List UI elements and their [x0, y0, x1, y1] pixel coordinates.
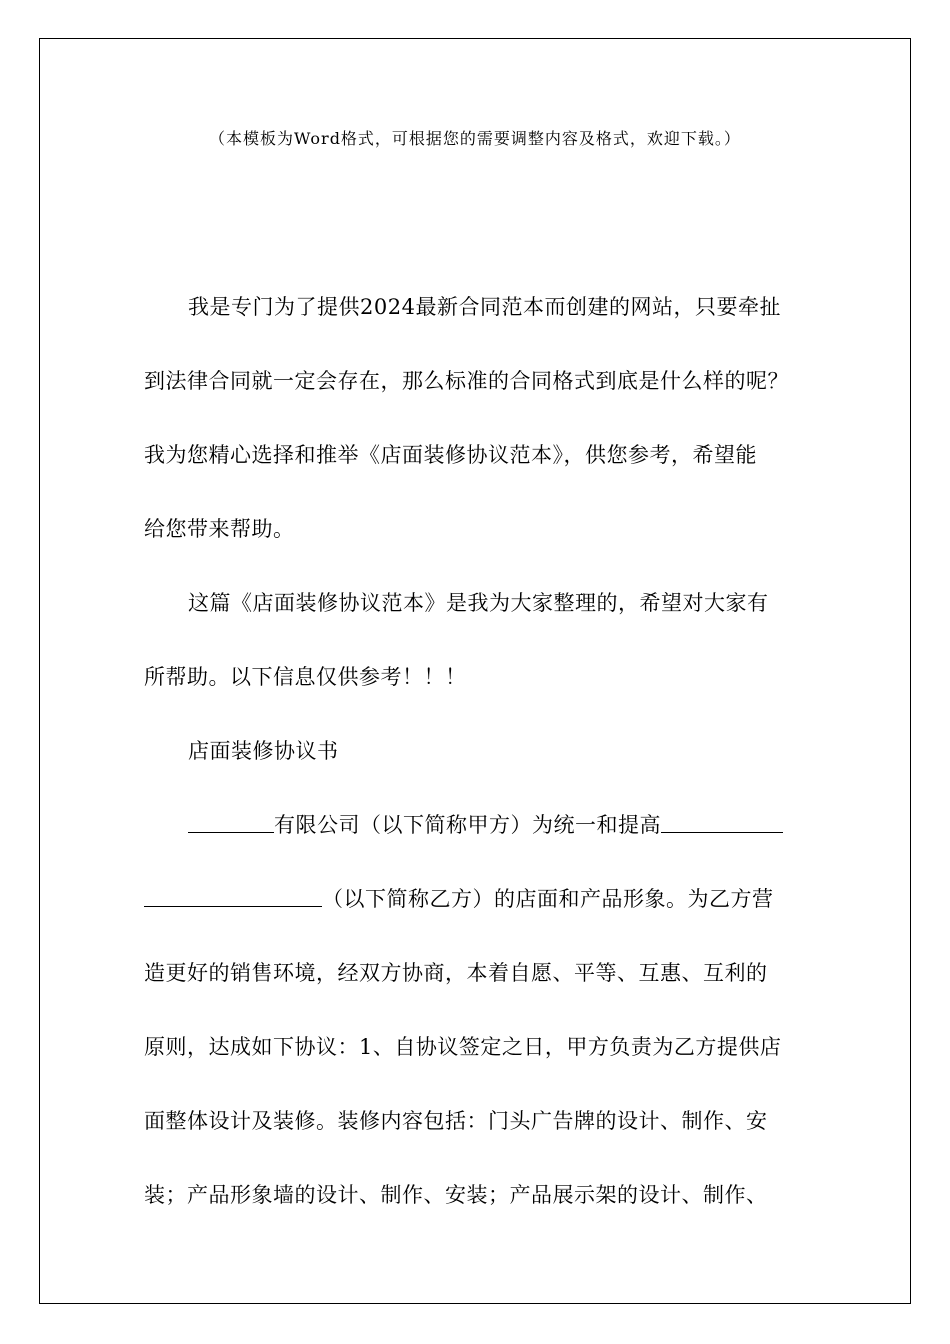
- paragraph-line: 我是专门为了提供2024最新合同范本而创建的网站，只要牵扯: [188, 295, 781, 319]
- paragraph-line: 面整体设计及装修。装修内容包括：门头广告牌的设计、制作、安: [144, 1109, 768, 1133]
- agreement-title: 店面装修协议书: [188, 739, 339, 763]
- paragraph-line: 原则，达成如下协议：1、自协议签定之日，甲方负责为乙方提供店: [144, 1035, 782, 1059]
- paragraph-text: 有限公司（以下简称甲方）为统一和提高: [274, 813, 661, 837]
- blank-underline: [661, 812, 783, 833]
- blank-underline: [188, 812, 274, 833]
- paragraph-line: 我为您精心选择和推举《店面装修协议范本》，供您参考，希望能: [144, 443, 757, 467]
- paragraph-line: 造更好的销售环境，经双方协商，本着自愿、平等、互惠、互利的: [144, 961, 768, 985]
- blank-underline: [144, 886, 322, 907]
- paragraph-line: 这篇《店面装修协议范本》是我为大家整理的，希望对大家有: [188, 591, 769, 615]
- paragraph-line: 到法律合同就一定会存在，那么标准的合同格式到底是什么样的呢？: [144, 369, 789, 393]
- paragraph-line: 装；产品形象墙的设计、制作、安装；产品展示架的设计、制作、: [144, 1183, 768, 1207]
- paragraph-text: （以下简称乙方）的店面和产品形象。为乙方营: [322, 887, 774, 911]
- template-notice: （本模板为Word格式，可根据您的需要调整内容及格式，欢迎下载。）: [209, 129, 741, 148]
- document-body: [144, 270, 816, 1232]
- paragraph-line: [144, 862, 816, 936]
- paragraph-line: 所帮助。以下信息仅供参考！！！: [144, 665, 467, 689]
- paragraph-line: [144, 788, 816, 862]
- paragraph-line: 给您带来帮助。: [144, 517, 295, 541]
